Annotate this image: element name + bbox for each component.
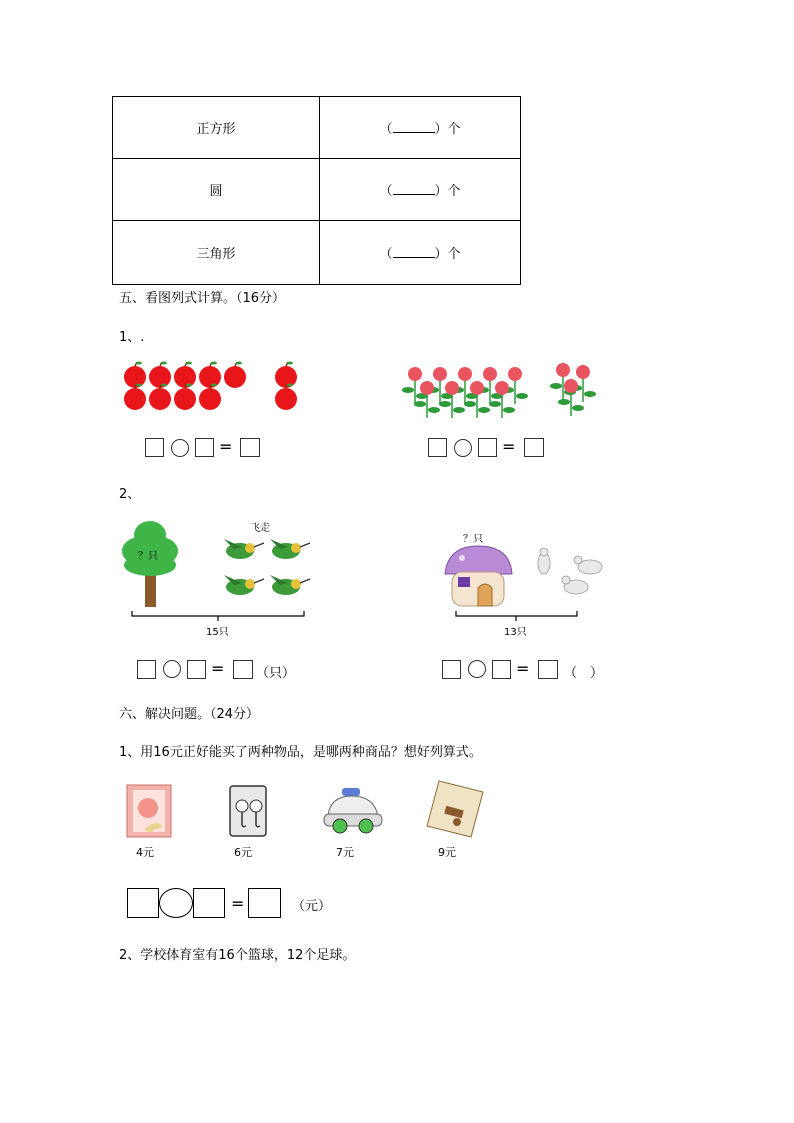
answer-cell[interactable]: （ ）个 xyxy=(320,221,521,285)
section6-title: 六、解决问题。（24分） xyxy=(119,707,260,722)
answer-cell[interactable]: （ ）个 xyxy=(320,97,521,159)
apple-icon xyxy=(275,384,297,411)
apple-icon xyxy=(149,362,171,389)
apple-icon xyxy=(199,384,221,411)
operator-circle[interactable] xyxy=(159,888,193,918)
unit-label-right: （ ） xyxy=(564,666,604,681)
book-icon xyxy=(425,780,485,838)
answer-box[interactable] xyxy=(248,888,281,918)
apple-icon xyxy=(124,384,146,411)
apple-icon xyxy=(275,362,297,389)
flower-icon xyxy=(414,381,440,418)
fly-away-label: 飞走 xyxy=(250,523,270,534)
section6-question-2: 2、学校体育室有16个篮球，12个足球。 xyxy=(119,948,356,963)
question-1-label: 1、. xyxy=(119,330,145,345)
equals-sign: = xyxy=(502,437,516,456)
bird-icon xyxy=(270,539,310,559)
price-label: 6元 xyxy=(234,846,252,859)
equals-sign: = xyxy=(516,659,530,678)
equals-sign: = xyxy=(219,437,233,456)
shape-count-table xyxy=(112,96,521,285)
house-label: ？只 xyxy=(463,534,483,545)
flower-icon xyxy=(489,381,515,418)
operator-circle[interactable] xyxy=(468,660,486,678)
tree-label: ？只 xyxy=(138,551,158,562)
answer-box[interactable] xyxy=(442,660,461,679)
equals-sign: = xyxy=(231,894,245,913)
total-label-left: 15只 xyxy=(206,627,229,638)
shape-cell: 圆 xyxy=(113,159,320,221)
apple-icon xyxy=(174,384,196,411)
tree-icon xyxy=(120,515,180,607)
brace-left xyxy=(131,610,306,622)
unit-label: （元） xyxy=(292,899,332,914)
answer-box[interactable] xyxy=(478,438,497,457)
question-2-label: 2、 xyxy=(119,487,141,502)
flowers-picture xyxy=(400,358,610,418)
answer-box[interactable] xyxy=(127,888,159,918)
apple-icon xyxy=(224,362,246,389)
section5-title: 五、看图列式计算。（16分） xyxy=(119,291,286,306)
hook-card-icon xyxy=(228,784,268,838)
price-label: 4元 xyxy=(136,846,154,859)
total-label-right: 13只 xyxy=(504,627,527,638)
snack-bag-icon xyxy=(126,784,172,838)
apple-icon xyxy=(174,362,196,389)
bird-icon xyxy=(224,575,264,595)
mushroom-house-icon xyxy=(440,544,515,609)
flower-icon xyxy=(558,379,584,416)
shape-cell: 正方形 xyxy=(113,97,320,159)
apple-icon xyxy=(124,362,146,389)
price-label: 7元 xyxy=(336,846,354,859)
answer-box[interactable] xyxy=(492,660,511,679)
shape-cell: 三角形 xyxy=(113,221,320,285)
apples-picture xyxy=(118,358,308,418)
answer-box[interactable] xyxy=(240,438,260,457)
answer-box[interactable] xyxy=(193,888,225,918)
answer-box[interactable] xyxy=(524,438,544,457)
answer-box[interactable] xyxy=(137,660,156,679)
flower-icon xyxy=(464,381,490,418)
brace-right xyxy=(455,610,579,622)
birds-picture xyxy=(218,535,313,607)
section6-question-1: 1、用16元正好能买了两种物品，是哪两种商品？想好列算式。 xyxy=(119,745,482,760)
operator-circle[interactable] xyxy=(163,660,181,678)
bird-icon xyxy=(224,539,264,559)
answer-box[interactable] xyxy=(538,660,558,679)
apple-icon xyxy=(199,362,221,389)
flower-icon xyxy=(439,381,465,418)
doves-picture xyxy=(528,545,610,605)
answer-box[interactable] xyxy=(233,660,253,679)
equals-sign: = xyxy=(211,659,225,678)
operator-circle[interactable] xyxy=(454,439,472,457)
answer-box[interactable] xyxy=(187,660,206,679)
unit-label-left: （只） xyxy=(256,666,296,681)
answer-box[interactable] xyxy=(195,438,214,457)
answer-box[interactable] xyxy=(428,438,447,457)
apple-icon xyxy=(149,384,171,411)
price-label: 9元 xyxy=(438,846,456,859)
operator-circle[interactable] xyxy=(171,439,189,457)
toy-car-icon xyxy=(322,786,384,836)
answer-cell[interactable]: （ ）个 xyxy=(320,159,521,221)
bird-icon xyxy=(270,575,310,595)
answer-box[interactable] xyxy=(145,438,164,457)
